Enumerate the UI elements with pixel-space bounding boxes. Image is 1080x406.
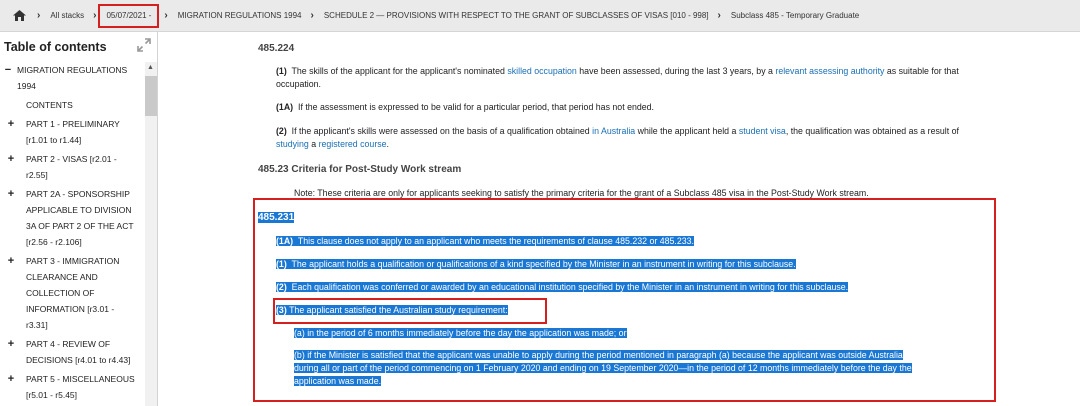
paragraph-2 (276, 125, 986, 151)
chevron-right-icon: › (310, 10, 314, 21)
chevron-right-icon: › (93, 10, 97, 21)
scrollbar-thumb[interactable] (145, 76, 157, 116)
section-485-224: 485.224 (258, 43, 295, 54)
toc-item-label: 3A OF PART 2 OF THE ACT (26, 221, 134, 231)
para-text: If the applicant's skills were assessed on the basis of a qualification obtained (291, 126, 590, 136)
link-skilled-occupation[interactable]: skilled occupation (507, 66, 577, 76)
toc-item-label: PART 3 - IMMIGRATION (26, 256, 120, 266)
toc-item-label: INFORMATION [r3.01 - (26, 304, 115, 314)
highlight-paragraph-3b: (b) if the Minister is satisfied that the applicant was unable to apply during the period mentioned in paragraph (a) because the applicant was outside Australia during all or part of the period commencing on 1 February 2020 and ending on 19 September 2020—in the period of 12 months immediately before the day the application was made. (294, 350, 912, 386)
breadcrumb-all-stacks[interactable]: All stacks (50, 11, 85, 20)
para-number: (1A) (276, 102, 294, 112)
toc-item-label: PART 4 - REVIEW OF (26, 339, 111, 349)
document-content (158, 32, 1080, 406)
note-text: Note: These criteria are only for applicants seeking to satisfy the primary criteria for the grant of a Subclass 485 visa in the Post-Study Work stream. (294, 188, 869, 198)
para-text: a (311, 139, 317, 149)
toc-item-label: CLEARANCE AND (26, 272, 98, 282)
toc-item[interactable] (0, 116, 143, 148)
toc-item[interactable] (0, 97, 143, 113)
toc-item[interactable] (0, 253, 143, 333)
expand-plus-icon[interactable]: + (7, 153, 15, 165)
toc-item[interactable] (0, 371, 143, 403)
toc-item[interactable] (0, 336, 143, 368)
breadcrumb-schedule-2[interactable]: SCHEDULE 2 — PROVISIONS WITH RESPECT TO THE GRANT OF SUBCLASSES OF VISAS [010 - 998] (323, 11, 709, 20)
toc-item-label: PART 5 - MISCELLANEOUS (26, 374, 135, 384)
toc-item-label: PART 2 - VISAS [r2.01 - (26, 154, 117, 164)
expand-plus-icon[interactable]: + (7, 338, 15, 350)
link-studying[interactable]: studying (276, 139, 309, 149)
toc-item-label: APPLICABLE TO DIVISION (26, 205, 132, 215)
breadcrumb-migration-regulations[interactable]: MIGRATION REGULATIONS 1994 (177, 11, 302, 20)
paragraph-1 (276, 65, 986, 91)
toc-item-label: [r5.01 - r5.45] (26, 390, 78, 400)
annotation-box-requirement (273, 298, 547, 324)
expand-icon[interactable] (137, 38, 151, 57)
highlight-paragraph-1a: (1A) This clause does not apply to an applicant who meets the requirements of clause 485.232 or 485.233. (276, 236, 694, 246)
scroll-up-icon[interactable]: ▲ (147, 64, 154, 71)
toc-item[interactable] (0, 62, 143, 94)
toc-title: Table of contents (4, 40, 107, 54)
para-text: The skills of the applicant for the applicant's nominated (291, 66, 505, 76)
toc-item-label: [r2.56 - r2.106] (26, 237, 82, 247)
expand-plus-icon[interactable]: + (7, 255, 15, 267)
para-number: (2) (276, 126, 287, 136)
chevron-right-icon: › (717, 10, 721, 21)
link-student-visa[interactable]: student visa (738, 126, 786, 136)
breadcrumb-date[interactable]: 05/07/2021 - (98, 4, 159, 28)
toc-item-label: PART 1 - PRELIMINARY (26, 119, 120, 129)
chevron-right-icon: › (37, 10, 41, 21)
toc-item-label: r3.31] (26, 320, 48, 330)
table-of-contents-panel (0, 32, 158, 406)
toc-item[interactable] (0, 186, 143, 250)
chevron-right-icon: › (164, 10, 168, 21)
collapse-minus-icon[interactable]: − (4, 64, 12, 76)
breadcrumb-subclass-485[interactable]: Subclass 485 - Temporary Graduate (730, 11, 860, 20)
toc-item[interactable] (0, 151, 143, 183)
section-485-23-heading: 485.23 Criteria for Post-Study Work stream (258, 164, 462, 175)
toc-item-label: CONTENTS (26, 100, 73, 110)
home-icon[interactable] (10, 9, 28, 23)
expand-plus-icon[interactable]: + (7, 188, 15, 200)
expand-plus-icon[interactable]: + (7, 118, 15, 130)
highlight-paragraph-1: (1) The applicant holds a qualification or qualifications of a kind specified by the Minister in an instrument in writing for this subclause. (276, 259, 796, 269)
toc-item-label: 1994 (17, 81, 36, 91)
section-485-231: 485.231 (258, 212, 295, 223)
breadcrumb (0, 0, 1080, 32)
para-number: (1) (276, 66, 287, 76)
toc-list (0, 62, 143, 406)
para-text: have been assessed, during the last 3 years, by a (579, 66, 773, 76)
link-relevant-assessing-authority[interactable]: relevant assessing authority (775, 66, 885, 76)
toc-item-label: DECISIONS [r4.01 to r4.43] (26, 355, 131, 365)
highlight-paragraph-2: (2) Each qualification was conferred or awarded by an educational institution specified by the Minister in an instrument in writing for this subclause. (276, 282, 849, 292)
toc-item-label: PART 2A - SPONSORSHIP (26, 189, 130, 199)
link-registered-course[interactable]: registered course (318, 139, 387, 149)
highlight-paragraph-3: (3) The applicant satisfied the Australian study requirement: (276, 305, 508, 315)
toc-item-label: COLLECTION OF (26, 288, 95, 298)
toc-item-label: [r1.01 to r1.44] (26, 135, 82, 145)
para-text: while the applicant held a (637, 126, 737, 136)
link-in-australia[interactable]: in Australia (592, 126, 636, 136)
para-text: . (386, 139, 389, 149)
para-text: as suitable for that occupation. (276, 66, 959, 89)
toc-item-label: MIGRATION REGULATIONS (17, 65, 128, 75)
toc-item-label: r2.55] (26, 170, 48, 180)
para-text: If the assessment is expressed to be valid for a particular period, that period has not ended. (298, 102, 654, 112)
toc-header (0, 32, 157, 62)
toc-scrollbar[interactable] (145, 62, 157, 406)
highlight-paragraph-3a: (a) in the period of 6 months immediately before the day the application was made; or (294, 328, 627, 338)
expand-plus-icon[interactable]: + (7, 373, 15, 385)
paragraph-1a (276, 101, 986, 114)
para-text: , the qualification was obtained as a result of (785, 126, 959, 136)
